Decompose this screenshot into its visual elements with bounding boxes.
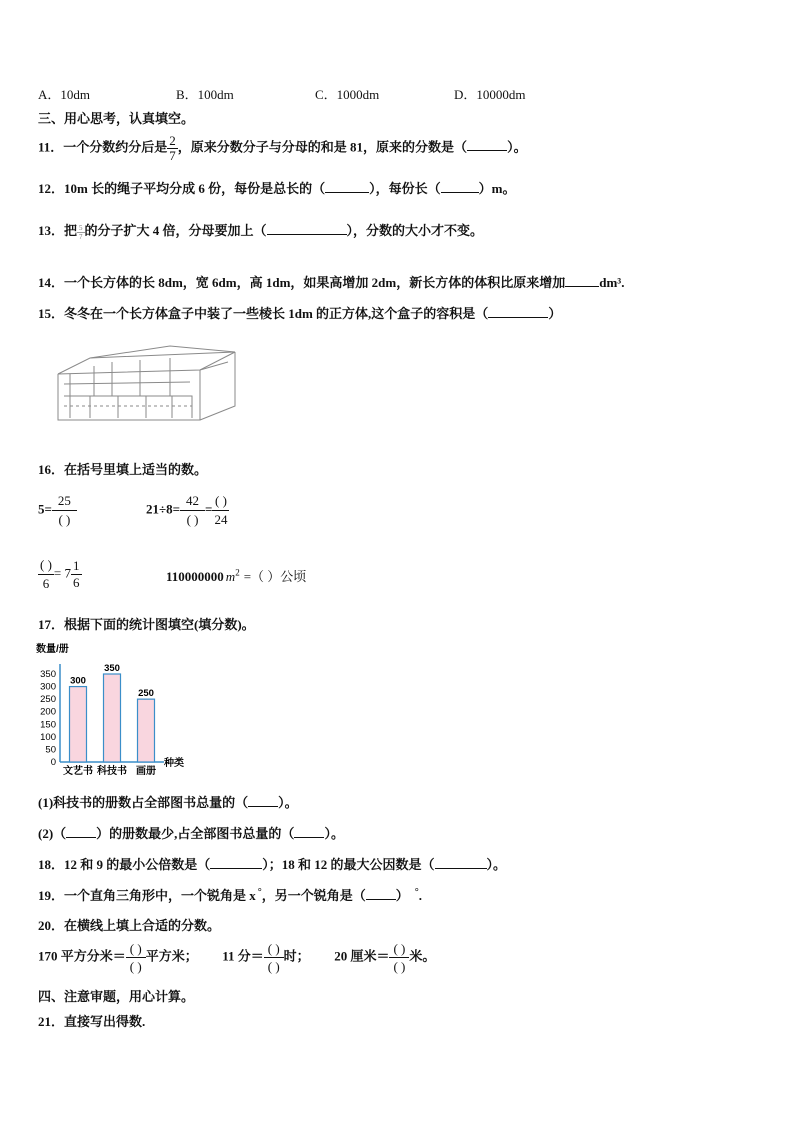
answer-blank[interactable]: ( ): [389, 940, 409, 958]
y-axis-label: 数量/册: [36, 644, 69, 655]
mixed-fraction: $\frac{1}{6}$: [73, 558, 80, 590]
question-12: 12．10m 长的绳子平均分成 6 份，每份是总长的（ ），每份长（ ）m。: [38, 181, 516, 196]
q16-equation-a: 5= $\frac{25}{( )}$: [38, 492, 77, 529]
bar-chart: [36, 640, 196, 780]
fraction: $\frac{42}{( )}$: [180, 492, 205, 529]
answer-blank[interactable]: [66, 837, 96, 838]
answer-blank[interactable]: ( ): [126, 940, 146, 958]
q16-equation-d: 110000000 $m^2$ =（ ）公顷: [166, 567, 307, 584]
question-20: 20．在横线上填上合适的分数。: [38, 918, 221, 933]
q11-prefix: 11．一个分数约分后是: [38, 139, 168, 155]
question-13: 13．把 $\frac{5}{7}$ 的分子扩大 4 倍，分母要加上（ ），分数的大小才不变。: [38, 223, 484, 241]
answer-blank[interactable]: [325, 192, 369, 193]
option-a: A．10dm: [38, 87, 91, 102]
fraction: [264, 940, 284, 975]
section-three-heading: 三、用心思考，认真填空。: [38, 111, 195, 126]
section-four-heading: 四、注意审题，用心计算。: [38, 989, 195, 1004]
fraction: [389, 940, 409, 975]
y-tick-label: 350: [40, 669, 56, 680]
answer-blank[interactable]: [248, 806, 278, 807]
question-17-part1: (1)科技书的册数占全部图书总量的（ ）。: [38, 795, 298, 810]
answer-blank[interactable]: ( ): [393, 959, 406, 974]
answer-blank[interactable]: ( ): [186, 512, 199, 527]
question-21: 21．直接写出得数.: [38, 1014, 146, 1029]
answer-blank[interactable]: ( ): [38, 556, 54, 575]
answer-blank[interactable]: ( ): [264, 940, 284, 958]
option-b: B．100dm: [176, 87, 234, 102]
y-tick-label: 100: [40, 731, 56, 743]
bar-value-label: 250: [138, 688, 154, 700]
x-axis-label: 种类: [164, 758, 184, 769]
q16-equation-b: 21÷8= $\frac{42}{( )}$ = $\frac{( )}{24}$: [146, 493, 228, 527]
y-tick-label: 300: [40, 681, 56, 693]
option-d: D．10000dm: [454, 87, 526, 102]
answer-blank[interactable]: [366, 899, 396, 900]
q20-equations: 170 平方分米＝ $\frac{( )}{( )}$ 平方米； 11 分＝ $\frac{( )}{( )}$ 时； 20 厘米＝ $\frac{( )}{( )}$ 米。: [38, 941, 436, 974]
category-label: 科技书: [97, 766, 127, 777]
category-label: 画册: [136, 766, 156, 777]
bar-value-label: 350: [104, 663, 120, 674]
answer-blank[interactable]: [267, 234, 347, 235]
answer-blank[interactable]: [294, 837, 324, 838]
question-16: 16．在括号里填上适当的数。: [38, 462, 208, 477]
bar-value-label: 300: [70, 675, 86, 687]
y-tick-label: 0: [50, 757, 56, 768]
answer-blank[interactable]: ( ): [267, 959, 280, 974]
fraction: $\frac{( )}{24}$: [214, 493, 228, 527]
answer-blank[interactable]: [565, 286, 599, 287]
question-14: 14．一个长方体的长 8dm，宽 6dm，高 1dm，如果高增加 2dm，新长方体的体积比原来增加 dm³.: [38, 275, 625, 290]
answer-blank[interactable]: ( ): [129, 959, 142, 974]
fraction-5-7: $\frac{5}{7}$: [79, 223, 83, 241]
option-c: C．1000dm: [315, 87, 380, 102]
fraction: $\frac{25}{( )}$: [52, 492, 77, 529]
answer-blank[interactable]: [441, 192, 479, 193]
box-illustration: [50, 340, 245, 425]
answer-blank[interactable]: ( ): [58, 512, 71, 527]
question-17-part2: (2)（ ）的册数最少,占全部图书总量的（ ）。: [38, 826, 344, 841]
answer-blank[interactable]: [210, 868, 262, 869]
question-18: 18．12 和 9 的最小公倍数是（ ）；18 和 12 的最大公因数是（ ）。: [38, 857, 507, 872]
answer-blank[interactable]: [488, 317, 548, 318]
answer-blank[interactable]: [467, 150, 507, 151]
q16-equation-c: $\frac{( )}{6}$ = 7 $\frac{1}{6}$: [40, 557, 80, 591]
fraction: $\frac{( )}{6}$: [40, 557, 52, 591]
q11-text: ，原来分数分子与分母的和是 81，原来的分数是（: [177, 139, 468, 155]
bar: [138, 699, 155, 762]
y-tick-label: 150: [40, 719, 56, 731]
bar: [104, 674, 121, 762]
question-19: 19．一个直角三角形中，一个锐角是 x °，另一个锐角是（ ） °.: [38, 886, 423, 903]
fraction-2-7: $\frac{2}{7}$: [169, 133, 176, 163]
fraction: [126, 940, 146, 975]
answer-blank[interactable]: [435, 868, 487, 869]
question-15: 15．冬冬在一个长方体盒子中装了一些棱长 1dm 的正方体,这个盒子的容积是（ ）: [38, 306, 562, 321]
bar: [70, 687, 87, 762]
category-label: 文艺书: [63, 766, 93, 777]
question-17: 17．根据下面的统计图填空(填分数)。: [38, 617, 255, 632]
y-tick-label: 50: [45, 744, 56, 756]
answer-blank[interactable]: ( ): [212, 492, 229, 511]
y-tick-label: 250: [40, 694, 56, 706]
y-tick-label: 200: [40, 706, 56, 718]
question-11: 11．一个分数约分后是 $\frac{2}{7}$ ，原来分数分子与分母的和是 81，原来的分数是（ ）。: [38, 133, 527, 163]
